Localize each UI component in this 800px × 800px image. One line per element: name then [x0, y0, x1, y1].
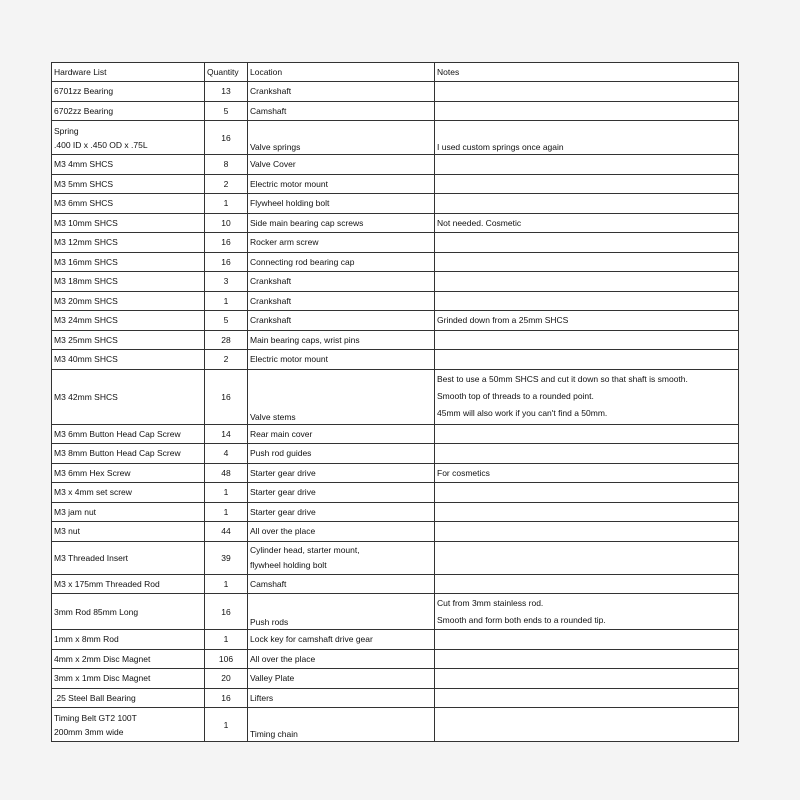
notes-cell: [435, 155, 739, 175]
notes-cell: Not needed. Cosmetic: [435, 213, 739, 233]
location-cell: Electric motor mount: [248, 174, 435, 194]
table-row: [52, 594, 739, 630]
table-row: [52, 630, 739, 650]
item-cell: 4mm x 2mm Disc Magnet: [52, 649, 205, 669]
location-line: Cylinder head, starter mount,: [250, 544, 360, 555]
qty-cell: 106: [205, 649, 248, 669]
item-cell: M3 12mm SHCS: [52, 233, 205, 253]
item-line: Timing Belt GT2 100T: [54, 712, 137, 723]
item-cell: 6702zz Bearing: [52, 101, 205, 121]
table-row: [52, 522, 739, 542]
item-cell: M3 nut: [52, 522, 205, 542]
qty-cell: 16: [205, 369, 248, 424]
notes-cell: [435, 688, 739, 708]
qty-cell: 1: [205, 483, 248, 503]
notes-cell: [435, 194, 739, 214]
notes-cell: [435, 272, 739, 292]
notes-cell: Grinded down from a 25mm SHCS: [435, 311, 739, 331]
item-cell: M3 42mm SHCS: [52, 369, 205, 424]
notes-cell: [435, 708, 739, 742]
notes-cell: [435, 630, 739, 650]
item-cell: 3mm Rod 85mm Long: [52, 594, 205, 630]
notes-cell: [435, 649, 739, 669]
location-cell: Valve stems: [248, 369, 435, 424]
qty-cell: 2: [205, 174, 248, 194]
table-row: [52, 541, 739, 574]
qty-cell: 3: [205, 272, 248, 292]
location-cell: Starter gear drive: [248, 483, 435, 503]
table-row: [52, 272, 739, 292]
hardware-table: [51, 62, 739, 742]
item-cell: [52, 708, 205, 742]
location-cell: Main bearing caps, wrist pins: [248, 330, 435, 350]
notes-cell: [435, 502, 739, 522]
table-row: [52, 463, 739, 483]
item-cell: 6701zz Bearing: [52, 82, 205, 102]
notes-line: Smooth and form both ends to a rounded tip.: [437, 615, 606, 625]
location-cell: Crankshaft: [248, 311, 435, 331]
table-row: [52, 688, 739, 708]
location-cell: Crankshaft: [248, 82, 435, 102]
item-cell: [52, 121, 205, 155]
notes-line: Best to use a 50mm SHCS and cut it down so that shaft is smooth.: [437, 373, 688, 384]
notes-cell: [435, 330, 739, 350]
location-line: flywheel holding bolt: [250, 559, 327, 570]
location-cell: Push rods: [248, 594, 435, 630]
qty-cell: 16: [205, 121, 248, 155]
table-row: [52, 483, 739, 503]
header-location: Location: [248, 63, 435, 82]
qty-cell: 4: [205, 444, 248, 464]
qty-cell: 10: [205, 213, 248, 233]
location-cell: [248, 541, 435, 574]
item-cell: M3 18mm SHCS: [52, 272, 205, 292]
location-cell: Lifters: [248, 688, 435, 708]
notes-cell: [435, 574, 739, 594]
item-cell: M3 10mm SHCS: [52, 213, 205, 233]
table-row: [52, 444, 739, 464]
qty-cell: 16: [205, 233, 248, 253]
location-cell: Rocker arm screw: [248, 233, 435, 253]
item-cell: M3 jam nut: [52, 502, 205, 522]
table-row: [52, 708, 739, 742]
table-row: [52, 369, 739, 424]
table-row: [52, 291, 739, 311]
location-cell: Crankshaft: [248, 272, 435, 292]
table-row: [52, 252, 739, 272]
notes-cell: [435, 541, 739, 574]
notes-cell: [435, 174, 739, 194]
header-row: [52, 63, 739, 82]
notes-cell: [435, 369, 739, 424]
qty-cell: 16: [205, 594, 248, 630]
table-row: [52, 82, 739, 102]
header-notes: Notes: [435, 63, 739, 82]
item-cell: M3 24mm SHCS: [52, 311, 205, 331]
notes-cell: [435, 444, 739, 464]
item-cell: 3mm x 1mm Disc Magnet: [52, 669, 205, 689]
qty-cell: 28: [205, 330, 248, 350]
table-row: [52, 174, 739, 194]
item-cell: 1mm x 8mm Rod: [52, 630, 205, 650]
qty-cell: 1: [205, 708, 248, 742]
item-cell: M3 5mm SHCS: [52, 174, 205, 194]
notes-cell: [435, 233, 739, 253]
notes-cell: [435, 594, 739, 630]
location-cell: Starter gear drive: [248, 502, 435, 522]
qty-cell: 1: [205, 502, 248, 522]
table-row: [52, 213, 739, 233]
item-line: Spring: [54, 125, 79, 136]
location-cell: Valve Cover: [248, 155, 435, 175]
notes-cell: [435, 82, 739, 102]
location-cell: Connecting rod bearing cap: [248, 252, 435, 272]
qty-cell: 8: [205, 155, 248, 175]
location-cell: Crankshaft: [248, 291, 435, 311]
qty-cell: 2: [205, 350, 248, 370]
notes-cell: For cosmetics: [435, 463, 739, 483]
table-row: [52, 649, 739, 669]
qty-cell: 48: [205, 463, 248, 483]
location-cell: All over the place: [248, 522, 435, 542]
location-cell: Starter gear drive: [248, 463, 435, 483]
notes-line: 45mm will also work if you can't find a 50mm.: [437, 407, 608, 418]
notes-cell: [435, 483, 739, 503]
header-hardware-list: Hardware List: [52, 63, 205, 82]
qty-cell: 44: [205, 522, 248, 542]
item-cell: M3 16mm SHCS: [52, 252, 205, 272]
item-line: .400 ID x .450 OD x .75L: [54, 139, 148, 150]
item-cell: M3 40mm SHCS: [52, 350, 205, 370]
notes-cell: [435, 252, 739, 272]
qty-cell: 14: [205, 424, 248, 444]
item-cell: M3 25mm SHCS: [52, 330, 205, 350]
location-cell: All over the place: [248, 649, 435, 669]
table-row: [52, 121, 739, 155]
notes-cell: I used custom springs once again: [435, 121, 739, 155]
notes-cell: [435, 522, 739, 542]
qty-cell: 20: [205, 669, 248, 689]
item-cell: .25 Steel Ball Bearing: [52, 688, 205, 708]
location-cell: Electric motor mount: [248, 350, 435, 370]
header-quantity: Quantity: [205, 63, 248, 82]
location-cell: Camshaft: [248, 101, 435, 121]
table-row: [52, 194, 739, 214]
table-row: [52, 502, 739, 522]
location-cell: Lock key for camshaft drive gear: [248, 630, 435, 650]
location-cell: Flywheel holding bolt: [248, 194, 435, 214]
qty-cell: 1: [205, 630, 248, 650]
hardware-sheet: [51, 62, 738, 742]
item-cell: M3 x 175mm Threaded Rod: [52, 574, 205, 594]
qty-cell: 1: [205, 574, 248, 594]
qty-cell: 1: [205, 291, 248, 311]
item-cell: M3 8mm Button Head Cap Screw: [52, 444, 205, 464]
table-row: [52, 574, 739, 594]
item-cell: M3 20mm SHCS: [52, 291, 205, 311]
notes-line: Cut from 3mm stainless rod.: [437, 598, 544, 608]
qty-cell: 39: [205, 541, 248, 574]
table-row: [52, 424, 739, 444]
item-cell: M3 6mm SHCS: [52, 194, 205, 214]
qty-cell: 16: [205, 252, 248, 272]
location-cell: Valve springs: [248, 121, 435, 155]
table-row: [52, 101, 739, 121]
location-cell: Camshaft: [248, 574, 435, 594]
notes-cell: [435, 350, 739, 370]
location-cell: Side main bearing cap screws: [248, 213, 435, 233]
item-cell: M3 x 4mm set screw: [52, 483, 205, 503]
notes-cell: [435, 101, 739, 121]
notes-line: Smooth top of threads to a rounded point.: [437, 390, 594, 401]
qty-cell: 13: [205, 82, 248, 102]
notes-cell: [435, 669, 739, 689]
item-cell: M3 4mm SHCS: [52, 155, 205, 175]
qty-cell: 5: [205, 311, 248, 331]
item-line: 200mm 3mm wide: [54, 726, 124, 737]
location-cell: Rear main cover: [248, 424, 435, 444]
table-row: [52, 350, 739, 370]
location-cell: Push rod guides: [248, 444, 435, 464]
notes-cell: [435, 424, 739, 444]
location-cell: Timing chain: [248, 708, 435, 742]
table-row: [52, 669, 739, 689]
qty-cell: 16: [205, 688, 248, 708]
table-row: [52, 233, 739, 253]
notes-cell: [435, 291, 739, 311]
item-cell: M3 Threaded Insert: [52, 541, 205, 574]
table-row: [52, 311, 739, 331]
item-cell: M3 6mm Button Head Cap Screw: [52, 424, 205, 444]
location-cell: Valley Plate: [248, 669, 435, 689]
qty-cell: 1: [205, 194, 248, 214]
table-row: [52, 330, 739, 350]
table-row: [52, 155, 739, 175]
item-cell: M3 6mm Hex Screw: [52, 463, 205, 483]
qty-cell: 5: [205, 101, 248, 121]
